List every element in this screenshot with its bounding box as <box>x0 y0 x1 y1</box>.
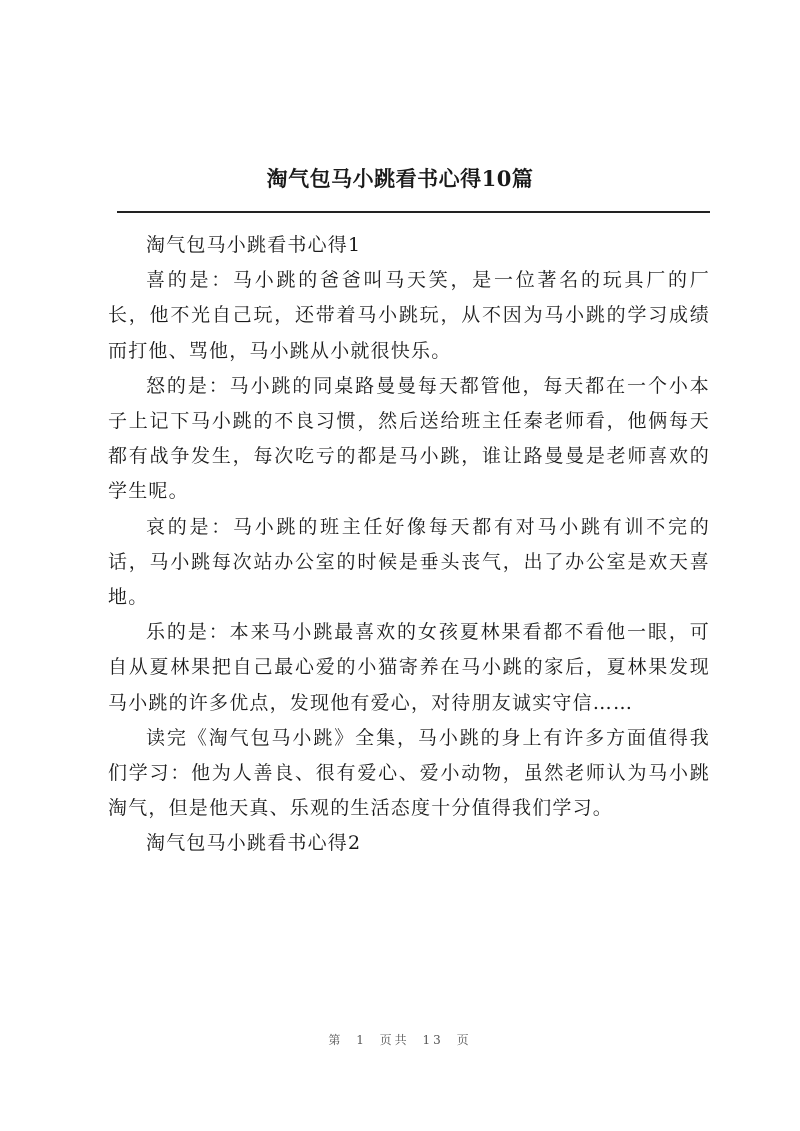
body-paragraph: 读完《淘气包马小跳》全集，马小跳的身上有许多方面值得我们学习：他为人善良、很有爱心、爱小动物，虽然老师认为马小跳淘气，但是他天真、乐观的生活态度十分值得我们学习。 <box>108 726 710 820</box>
body-paragraph: 喜的是：马小跳的爸爸叫马天笑，是一位著名的玩具厂的厂长，他不光自己玩，还带着马小跳玩，从不因为马小跳的学习成绩而打他、骂他，马小跳从小就很快乐。 <box>108 269 710 362</box>
body-paragraph: 哀的是：马小跳的班主任好像每天都有对马小跳有训不完的话，马小跳每次站办公室的时候是垂头丧气，出了办公室是欢天喜地。 <box>108 515 710 609</box>
page-total-number: 13 <box>422 1033 444 1047</box>
body-paragraph: 怒的是：马小跳的同桌路曼曼每天都管他，每天都在一个小本子上记下马小跳的不良习惯，然后送给班主任秦老师看，他俩每天都有战争发生，每次吃亏的都是马小跳，谁让路曼曼是老师喜欢的学生呢。 <box>108 374 710 503</box>
page-label-prefix: 第 <box>328 1033 344 1047</box>
page-footer <box>0 1031 800 1048</box>
section-heading: 淘气包马小跳看书心得1 <box>146 234 362 256</box>
section-heading: 淘气包马小跳看书心得2 <box>146 832 362 855</box>
title-divider <box>117 211 710 213</box>
body-paragraph: 乐的是：本来马小跳最喜欢的女孩夏林果看都不看他一眼，可自从夏林果把自己最心爱的小猫寄养在马小跳的家后，夏林果发现马小跳的许多优点，发现他有爱心，对待朋友诚实守信…… <box>108 621 710 714</box>
document-title: 淘气包马小跳看书心得10篇 <box>266 166 534 191</box>
document-body <box>108 228 710 862</box>
page-label-mid: 页共 <box>379 1033 410 1047</box>
page-label-suffix: 页 <box>456 1033 472 1047</box>
page-current-number: 1 <box>356 1033 367 1047</box>
